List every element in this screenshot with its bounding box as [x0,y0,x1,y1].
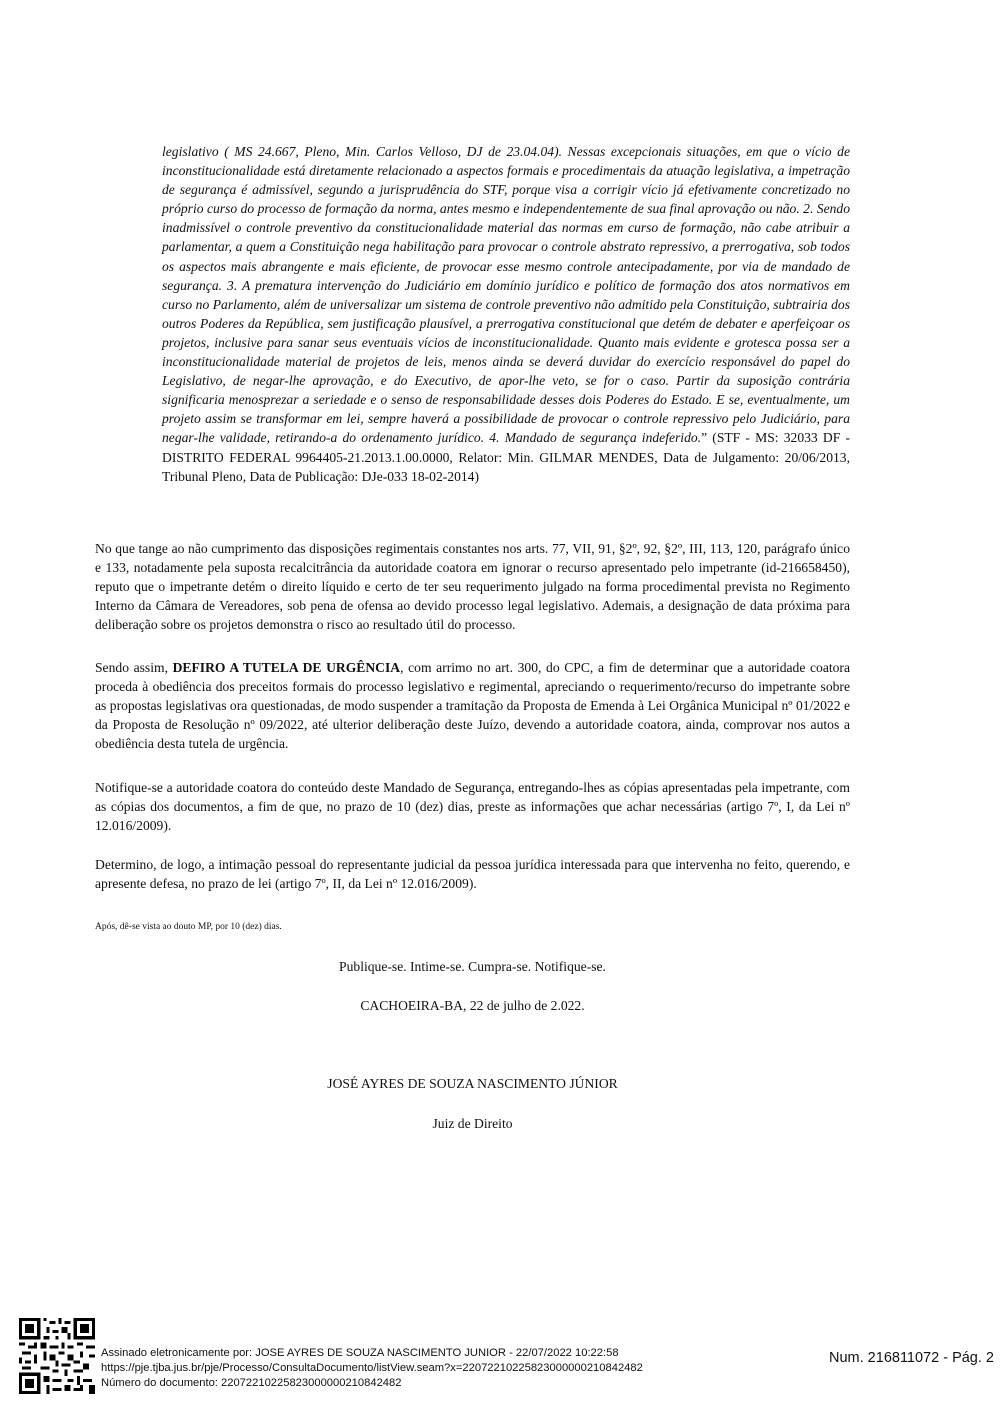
decision-lead: Sendo assim, [95,660,173,675]
paragraph-regimental: No que tange ao não cumprimento das disposições regimentais constantes nos arts. 77, VII, 91, §2º, 92, §2º, III, 113, 120, parágrafo único e 133, notadamente pela suposta recalcitrância da autoridade coatora em ignorar o recurso apresentado pelo impetrante (id-216658450), reputo que o impetrante detém o direito líquido e certo de ter seu requerimento julgado na forma procedimental prevista no Regimento Interno da Câmara de Vereadores, sob pena de ofensa ao devido processo legal legislativo. Ademais, a designação de data próxima para deliberação sobre os projetos demonstra o risco ao resultado útil do processo. [95,541,850,633]
document-number: Número do documento: 22072210225823000000210842482 [101,1377,402,1389]
quoted-jurisprudence [162,142,850,486]
signed-by: Assinado eletronicamente por: JOSE AYRES DE SOUZA NASCIMENTO JUNIOR - 22/07/2022 10:22:58 [101,1347,619,1359]
place-date: CACHOEIRA-BA, 22 de julho de 2.022. [360,998,585,1013]
page-number: Num. 216811072 - Pág. 2 [829,1350,994,1366]
paragraph-decision [95,658,850,753]
decision-rest: , com arrimo no art. 300, do CPC, a fim de determinar que a autoridade coatora proceda à obediência dos preceitos formais do processo legislativo e regimental, apreciando o requerimento/recurso do impetrante sobre as propostas legislativas ora questionadas, de modo suspender a tramitação da Proposta de Emenda à Lei Orgânica Municipal nº 01/2022 e da Proposta de Resolução nº 09/2022, até ulterior deliberação deste Juízo, devendo a autoridade coatora, ainda, comprovar nos autos a obediência desta tutela de urgência. [95,660,850,752]
small-note: Após, dê-se vista ao douto MP, por 10 (dez) dias. [95,922,282,932]
document-url[interactable]: https://pje.tjba.jus.br/pje/Processo/ConsultaDocumento/listView.seam?x=22072210225823000000210842482 [101,1362,643,1374]
judge-name: JOSÉ AYRES DE SOUZA NASCIMENTO JÚNIOR [327,1076,618,1091]
quote-italic-text: legislativo ( MS 24.667, Pleno, Min. Carlos Velloso, DJ de 23.04.04). Nessas excepcionais situações, em que o vício de inconstitucionalidade está diretamente relacionado a aspectos formais e procedimentais da atuação legislativa, a impetração de segurança é admissível, segundo a jurisprudência do STF, porque visa a corrigir vício já efetivamente concretizado no próprio curso do processo de formação da norma, antes mesmo e independentemente de sua final aprovação ou não. 2. Sendo inadmissível o controle preventivo da constitucionalidade material das normas em curso de formação, não cabe atribuir a parlamentar, a quem a Constituição nega habilitação para provocar o controle abstrato repressivo, a prerrogativa, sob todos os aspectos mais abrangente e mais eficiente, de provocar esse mesmo controle antecipadamente, por via de mandado de segurança. 3. A prematura intervenção do Judiciário em domínio jurídico e político de formação dos atos normativos em curso no Parlamento, além de universalizar um sistema de controle preventivo não admitido pela Constituição, subtrairia dos outros Poderes da República, sem justificação plausível, a prerrogativa constitucional que detém de debater e aperfeiçoar os projetos, inclusive para sanar seus eventuais vícios de inconstitucionalidade. Quanto mais evidente e grotesca possa ser a inconstitucionalidade material de projetos de leis, menos ainda se deverá duvidar do exercício responsável do papel do Legislativo, de negar-lhe aprovação, e do Executivo, de apor-lhe veto, se for o caso. Partir da suposição contrária significaria menosprezar a seriedade e o senso de responsabilidade desses dois Poderes do Estado. E se, eventualmente, um projeto assim se transformar em lei, sempre haverá a possibilidade de provocar o controle repressivo pelo Judiciário, para negar-lhe validade, retirando-a do ordenamento jurídico. 4. Mandado de segurança indeferido. [162,144,850,446]
signature-footer [0,1318,1000,1398]
judge-title: Juiz de Direito [432,1116,513,1131]
publish-line: Publique-se. Intime-se. Cumpra-se. Notifique-se. [339,959,606,974]
decision-bold: DEFIRO A TUTELA DE URGÊNCIA [172,660,401,675]
signature-block [101,1346,643,1391]
paragraph-notification: Notifique-se a autoridade coatora do conteúdo deste Mandado de Segurança, entregando-lhes as cópias apresentadas pela impetrante, com as cópias dos documentos, a fim de que, no prazo de 10 (dez) dias, preste as informações que achar necessárias (artigo 7º, I, da Lei nº 12.016/2009). [95,780,850,834]
quote-citation: ” (STF - MS: 32033 DF - DISTRITO FEDERAL 9964405-21.2013.1.00.0000, Relator: Min. GILMAR MENDES, Data de Julgamento: 20/06/2013, Tribunal Pleno, Data de Publicação: DJe-033 18-02-2014) [162,430,850,484]
qr-code-icon [19,1318,95,1394]
paragraph-intimation: Determino, de logo, a intimação pessoal do representante judicial da pessoa jurídica interessada para que intervenha no feito, querendo, e apresente defesa, no prazo de lei (artigo 7º, II, da Lei nº 12.016/2009). [95,857,850,892]
